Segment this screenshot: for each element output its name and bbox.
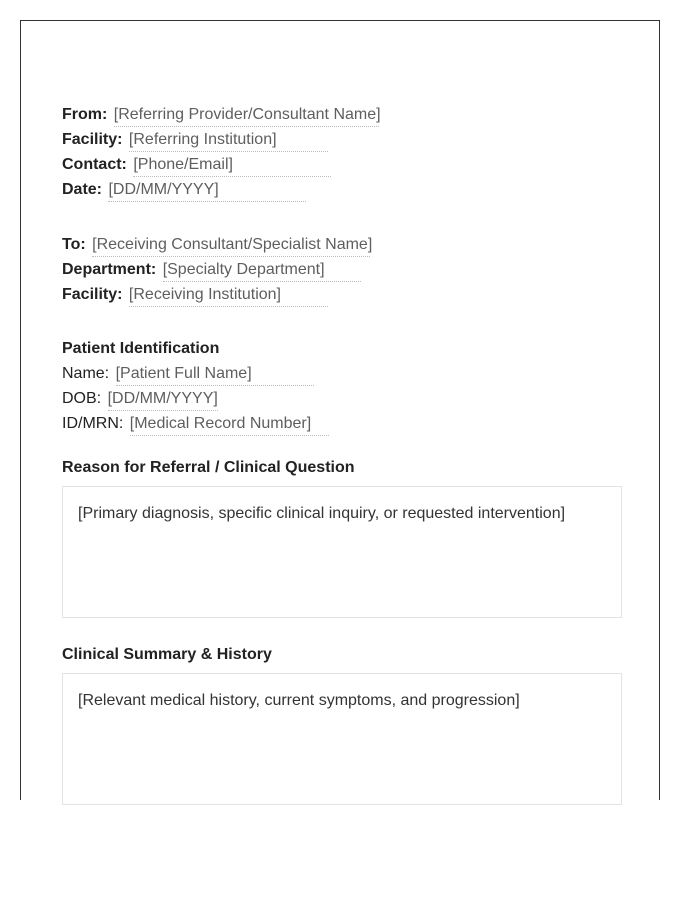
sender-facility-label: Facility: — [62, 131, 123, 148]
contact-label: Contact: — [62, 156, 127, 173]
patient-identification-heading: Patient Identification — [62, 340, 220, 357]
contact-field[interactable]: [Phone/Email] — [133, 154, 331, 177]
patient-dob-field[interactable]: [DD/MM/YYYY] — [108, 388, 218, 411]
referral-reason-box[interactable]: [Primary diagnosis, specific clinical inquiry, or requested intervention] — [62, 486, 622, 618]
to-row — [62, 232, 622, 257]
sender-facility-field[interactable]: [Referring Institution] — [129, 129, 328, 152]
recipient-facility-label: Facility: — [62, 286, 123, 303]
sender-facility-row — [62, 127, 622, 152]
patient-id-field[interactable]: [Medical Record Number] — [130, 413, 329, 436]
patient-name-label: Name: — [62, 365, 110, 382]
department-row — [62, 257, 622, 282]
date-field[interactable]: [DD/MM/YYYY] — [108, 179, 306, 202]
from-field[interactable]: [Referring Provider/Consultant Name] — [114, 104, 379, 127]
recipient-facility-row — [62, 282, 622, 307]
from-row — [62, 102, 622, 127]
recipient-facility-field[interactable]: [Receiving Institution] — [129, 284, 328, 307]
date-row — [62, 177, 622, 202]
clinical-summary-box[interactable]: [Relevant medical history, current symptoms, and progression] — [62, 673, 622, 805]
department-field[interactable]: [Specialty Department] — [163, 259, 361, 282]
contact-row — [62, 152, 622, 177]
to-field[interactable]: [Receiving Consultant/Specialist Name] — [92, 234, 370, 257]
clinical-summary-heading: Clinical Summary & History — [62, 646, 272, 663]
patient-id-label: ID/MRN: — [62, 415, 124, 432]
patient-name-row — [62, 361, 622, 386]
referral-letter-page — [20, 20, 660, 800]
patient-name-field[interactable]: [Patient Full Name] — [116, 363, 314, 386]
to-label: To: — [62, 236, 86, 253]
patient-dob-label: DOB: — [62, 390, 102, 407]
department-label: Department: — [62, 261, 157, 278]
date-label: Date: — [62, 181, 103, 198]
patient-id-row — [62, 411, 622, 436]
letter-content — [62, 102, 622, 805]
from-label: From: — [62, 106, 108, 123]
patient-dob-row — [62, 386, 622, 411]
referral-reason-heading: Reason for Referral / Clinical Question — [62, 459, 355, 476]
